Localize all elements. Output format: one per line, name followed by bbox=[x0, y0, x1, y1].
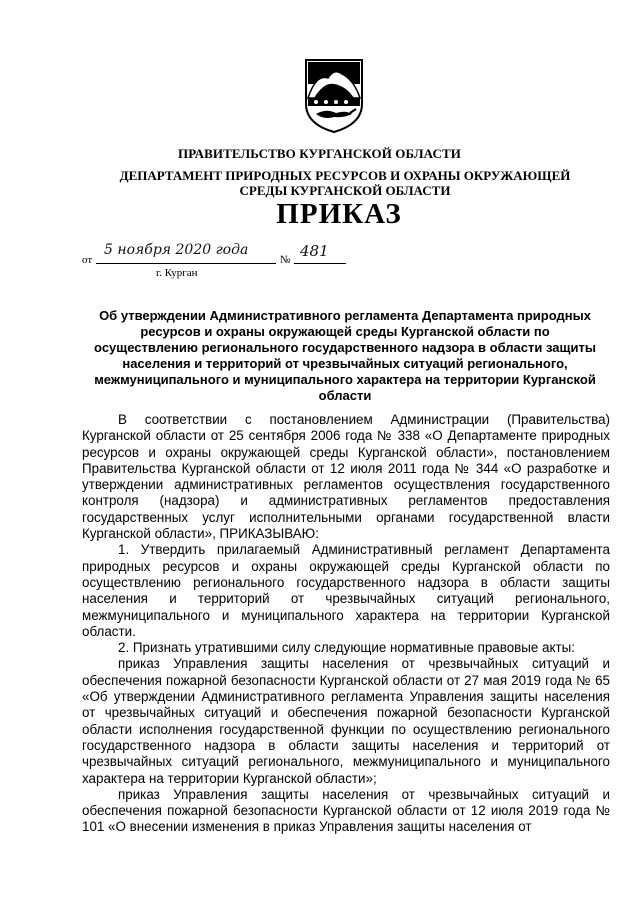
handwritten-number: 481 bbox=[300, 242, 329, 260]
from-label: от bbox=[82, 254, 93, 266]
city-label: г. Курган bbox=[156, 267, 198, 279]
number-label: № bbox=[280, 254, 291, 266]
item-2-paragraph: 2. Признать утратившими силу следующие нормативные правовые акты: bbox=[118, 640, 575, 656]
coat-of-arms-emblem bbox=[304, 58, 364, 134]
handwritten-date: 5 ноября 2020 года bbox=[104, 242, 249, 258]
document-type-title: ПРИКАЗ bbox=[276, 198, 402, 230]
item-1-paragraph: 1. Утвердить прилагаемый Административный регламент Департамента природных ресурсов и охраны окружающей среды Курганской области по осуществлению регионального государственного надзора в области защиты населения и территорий от чрезвычайных ситуаций регионального, межмуниципального и муниципального характера на территории Курганской области. bbox=[82, 542, 610, 639]
preamble-paragraph: В соответствии с постановлением Администрации (Правительства) Курганской области от 25 сентября 2006 года № 338 «О Департаменте природных ресурсов и охраны окружающей среды Курганской области», постановлением Правительства Курганской области от 12 июля 2011 года № 344 «О разработке и утверждении административных регламентов осуществления государственного контроля (надзора) и административных регламентов предоставления государственных услуг исполнительными органами государственной власти Курганской области», ПРИКАЗЫВАЮ: bbox=[82, 412, 610, 542]
order-body bbox=[82, 412, 610, 836]
government-name: ПРАВИТЕЛЬСТВО КУРГАНСКОЙ ОБЛАСТИ bbox=[178, 146, 461, 161]
order-subject: Об утверждении Административного регламента Департамента природных ресурсов и охраны окружающей среды Курганской области по осуществлению регионального государственного надзора в области защиты населения и территорий от чрезвычайных ситуаций регионального, межмуниципального и муниципального характера на территории Курганской области bbox=[94, 308, 596, 403]
repealed-act-1-paragraph: приказ Управления защиты населения от чрезвычайных ситуаций и обеспечения пожарной безопасности Курганской области от 27 мая 2019 года № 65 «Об утверждении Административного регламента Управления защиты населения от чрезвычайных ситуаций и обеспечения пожарной безопасности Курганской области исполнения государственной функции по осуществлению регионального государственного надзора в области защиты населения и территорий от чрезвычайных ситуаций регионального, межмуниципального и муниципального характера на территории Курганской области»; bbox=[82, 656, 610, 786]
department-name: ДЕПАРТАМЕНТ ПРИРОДНЫХ РЕСУРСОВ И ОХРАНЫ ОКРУЖАЮЩЕЙ СРЕДЫ КУРГАНСКОЙ ОБЛАСТИ bbox=[119, 168, 571, 198]
number-underline bbox=[294, 263, 346, 264]
repealed-act-2-paragraph: приказ Управления защиты населения от чрезвычайных ситуаций и обеспечения пожарной безопасности Курганской области от 12 июля 2019 года № 101 «О внесении изменения в приказ Управления защиты населения от bbox=[82, 786, 610, 835]
date-underline bbox=[96, 263, 276, 264]
